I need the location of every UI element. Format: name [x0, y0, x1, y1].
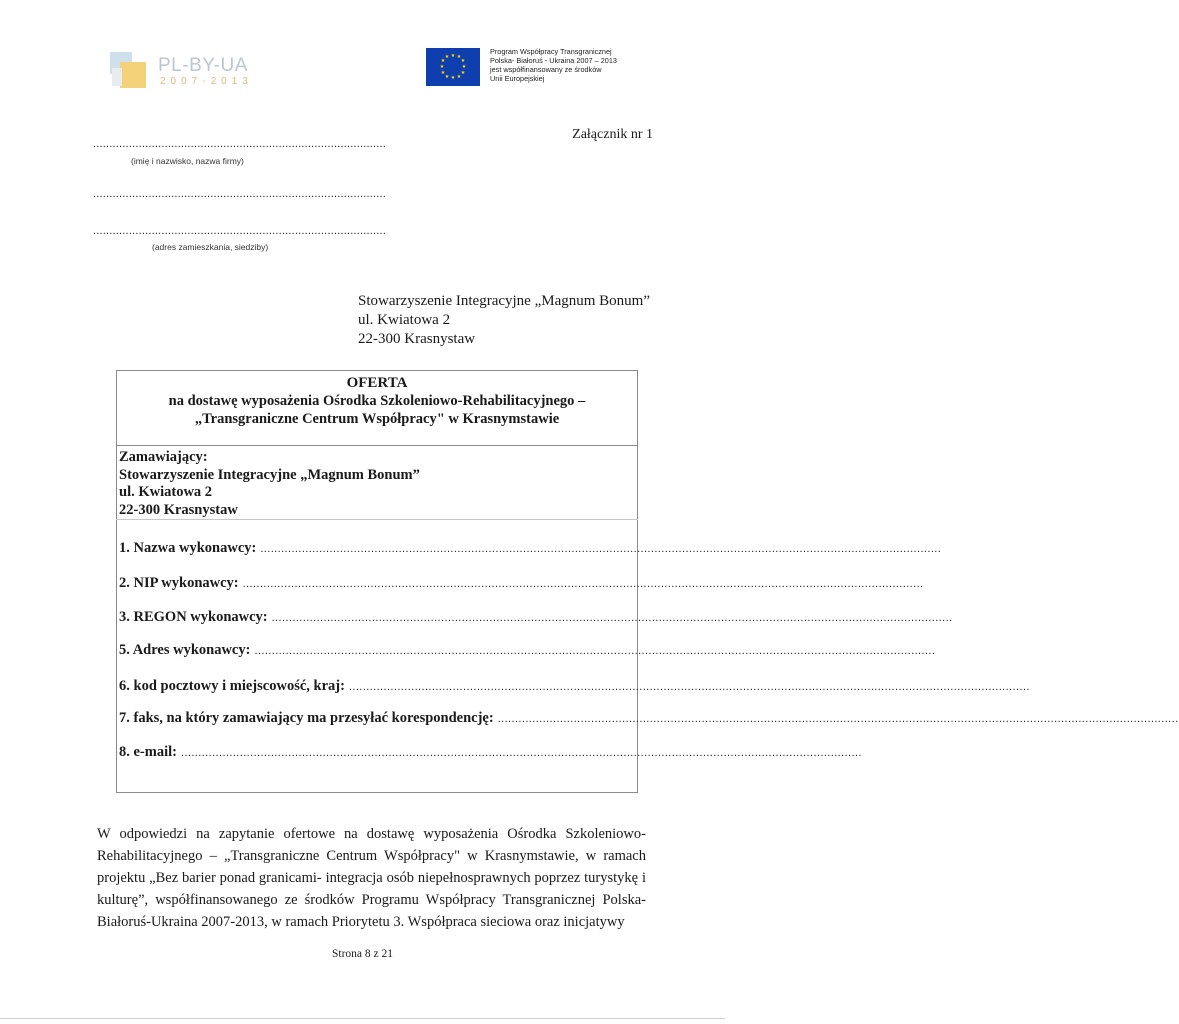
- sender-address-line-1[interactable]: ..........................................................................................: [93, 188, 387, 200]
- offer-subtitle-2: „Transgraniczne Centrum Współpracy" w Krasnymstawie: [194, 411, 560, 427]
- sender-address-line-2[interactable]: ..........................................................................................: [93, 225, 387, 237]
- field-contractor-nip: 2. NIP wykonawcy: .....................................................................................................................................................................................................: [119, 575, 924, 591]
- svg-text:★: ★: [450, 75, 456, 81]
- page-bottom-edge: [0, 1018, 725, 1019]
- contractor-regon-input[interactable]: .....................................................................................................................................................................................................: [271, 612, 953, 624]
- svg-text:★: ★: [461, 64, 467, 70]
- svg-text:★: ★: [460, 70, 466, 76]
- contractor-name-input[interactable]: .....................................................................................................................................................................................................: [260, 543, 942, 555]
- svg-text:★: ★: [460, 58, 466, 64]
- svg-text:★: ★: [450, 53, 456, 59]
- svg-text:★: ★: [456, 54, 462, 60]
- svg-text:★: ★: [440, 58, 446, 64]
- contractor-nip-input[interactable]: .....................................................................................................................................................................................................: [242, 578, 924, 590]
- eu-flag-icon: [426, 48, 480, 86]
- field-email: 8. e-mail: .....................................................................................................................................................................................................: [119, 744, 862, 760]
- ordering-party-block: Zamawiający: Stowarzyszenie Integracyjne „Magnum Bonum” ul. Kwiatowa 2 22-300 Krasnystaw: [119, 449, 420, 518]
- postal-code-input[interactable]: .....................................................................................................................................................................................................: [348, 681, 1030, 693]
- email-input[interactable]: .....................................................................................................................................................................................................: [180, 747, 862, 759]
- offer-title: OFERTA: [346, 375, 408, 391]
- offer-paragraph: W odpowiedzi na zapytanie ofertowe na dostawę wyposażenia Ośrodka Szkoleniowo-Rehabilitacyjnego – „Transgraniczne Centrum Współpracy" w Krasnymstawie, w ramach projektu „Bez barier ponad granicami- integracja osób niepełnosprawnych poprzez turystykę i kulturę”, współfinansowanego ze środków Programu Współpracy Transgranicznej Polska-Białoruś-Ukraina 2007-2013, w ramach Priorytetu 3. Współpraca sieciowa oraz inicjatywy: [97, 826, 646, 930]
- pl-by-ua-logo-icon: [108, 48, 150, 90]
- logo-years: 2007-2013: [160, 76, 253, 87]
- field-postal-code: 6. kod pocztowy i miejscowość, kraj: .....................................................................................................................................................................................................: [119, 678, 1030, 694]
- field-fax: 7. faks, na który zamawiający ma przesyłać korespondencję: .....................................................................................................................................................................................................: [119, 710, 1179, 726]
- field-contractor-address: 5. Adres wykonawcy: .....................................................................................................................................................................................................: [119, 642, 936, 658]
- attachment-label: Załącznik nr 1: [572, 127, 653, 142]
- title-divider: [116, 445, 638, 446]
- sender-address-caption: (adres zamieszkania, siedziby): [152, 242, 269, 252]
- svg-text:★: ★: [439, 64, 445, 70]
- svg-text:★: ★: [456, 74, 462, 80]
- offer-title-block: [116, 374, 638, 428]
- eu-program-text: Program Współpracy Transgranicznej Polska- Białoruś - Ukraina 2007 – 2013 jest współfinansowany ze środków Unii Europejskiej: [490, 47, 617, 83]
- recipient-address: Stowarzyszenie Integracyjne „Magnum Bonum” ul. Kwiatowa 2 22-300 Krasnystaw: [358, 293, 650, 347]
- svg-text:★: ★: [444, 74, 450, 80]
- fax-input[interactable]: .....................................................................................................................................................................................................: [497, 713, 1179, 725]
- page-number: Strona 8 z 21: [331, 948, 393, 960]
- ordering-party-divider: [116, 519, 638, 520]
- contractor-address-input[interactable]: .....................................................................................................................................................................................................: [254, 645, 936, 657]
- logo-text: PL-BY-UA: [158, 55, 248, 76]
- sender-name-caption: (imię i nazwisko, nazwa firmy): [131, 156, 244, 166]
- offer-subtitle-1: na dostawę wyposażenia Ośrodka Szkoleniowo-Rehabilitacyjnego –: [168, 393, 586, 409]
- svg-text:★: ★: [440, 70, 446, 76]
- field-contractor-regon: 3. REGON wykonawcy: .....................................................................................................................................................................................................: [119, 609, 953, 625]
- sender-name-line[interactable]: ..........................................................................................: [93, 138, 387, 150]
- ordering-party-label: Zamawiający:: [119, 449, 208, 465]
- svg-text:★: ★: [444, 54, 450, 60]
- field-contractor-name: 1. Nazwa wykonawcy: .....................................................................................................................................................................................................: [119, 540, 942, 556]
